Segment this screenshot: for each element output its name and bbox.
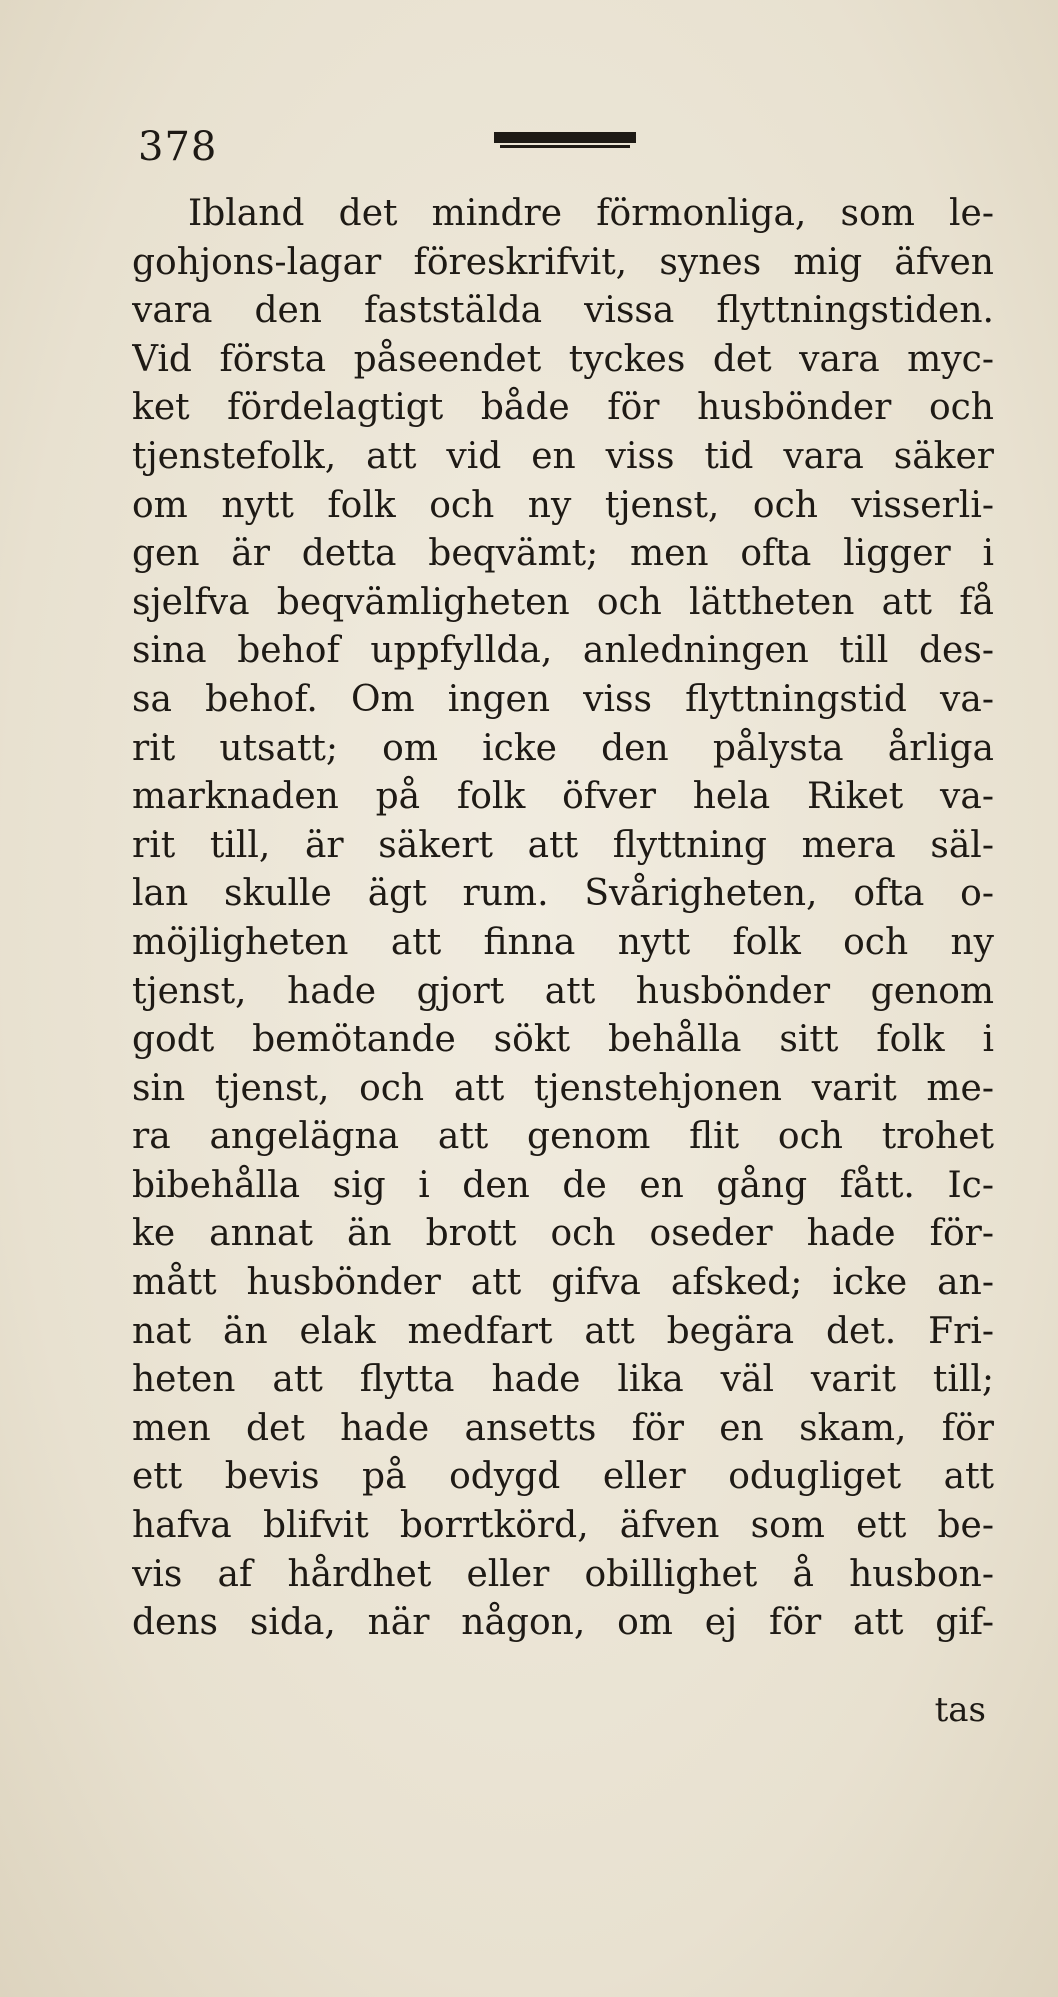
text-line: rit utsatt; om icke den pålysta årliga <box>132 727 994 769</box>
text-line: sjelfva beqvämligheten och lättheten att få <box>132 581 994 623</box>
text-line: dens sida, när någon, om ej för att gif- <box>132 1602 994 1644</box>
text-line: men det hade ansetts för en skam, för <box>132 1407 994 1449</box>
text-line: ket fördelagtigt både för husbönder och <box>132 387 994 429</box>
text-line: tjenst, hade gjort att husbönder genom <box>132 970 994 1012</box>
text-line: sa behof. Om ingen viss flyttningstid va- <box>132 678 994 720</box>
text-line: möjligheten att finna nytt folk och ny <box>132 921 994 963</box>
text-line: vara den faststälda vissa flyttningstiden. <box>132 290 994 332</box>
text-line: ett bevis på odygd eller odugliget att <box>132 1456 994 1498</box>
text-line: heten att flytta hade lika väl varit till; <box>132 1359 994 1401</box>
text-line: sin tjenst, och att tjenstehjonen varit me- <box>132 1067 994 1109</box>
text-line: marknaden på folk öfver hela Riket va- <box>132 776 994 818</box>
text-line: bibehålla sig i den de en gång fått. Ic- <box>132 1164 994 1206</box>
catchword: tas <box>934 1690 986 1730</box>
page-number: 378 <box>138 124 218 170</box>
text-line: vis af hårdhet eller obillighet å husbon- <box>132 1553 994 1595</box>
text-line: sina behof uppfyllda, anledningen till des- <box>132 630 994 672</box>
text-line: Vid första påseendet tyckes det vara myc- <box>132 338 994 380</box>
text-line: gen är detta beqvämt; men ofta ligger i <box>132 533 994 575</box>
text-line: hafva blifvit borrtkörd, äfven som ett be- <box>132 1505 994 1547</box>
body-text <box>132 190 994 1648</box>
text-line: godt bemötande sökt behålla sitt folk i <box>132 1019 994 1061</box>
text-line: mått husbönder att gifva afsked; icke an- <box>132 1262 994 1304</box>
text-line: gohjons-lagar föreskrifvit, synes mig äfven <box>132 241 994 283</box>
text-line: rit till, är säkert att flyttning mera säl- <box>132 824 994 866</box>
header-rule <box>494 132 636 143</box>
text-line: Ibland det mindre förmonliga, som le- <box>188 193 994 234</box>
text-line: ra angelägna att genom flit och trohet <box>132 1116 994 1158</box>
text-line: om nytt folk och ny tjenst, och visserli- <box>132 484 994 526</box>
text-line: tjenstefolk, att vid en viss tid vara säker <box>132 435 994 477</box>
text-line: lan skulle ägt rum. Svårigheten, ofta o- <box>132 873 994 915</box>
text-line: nat än elak medfart att begära det. Fri- <box>132 1310 994 1352</box>
text-line: ke annat än brott och oseder hade för- <box>132 1213 994 1255</box>
